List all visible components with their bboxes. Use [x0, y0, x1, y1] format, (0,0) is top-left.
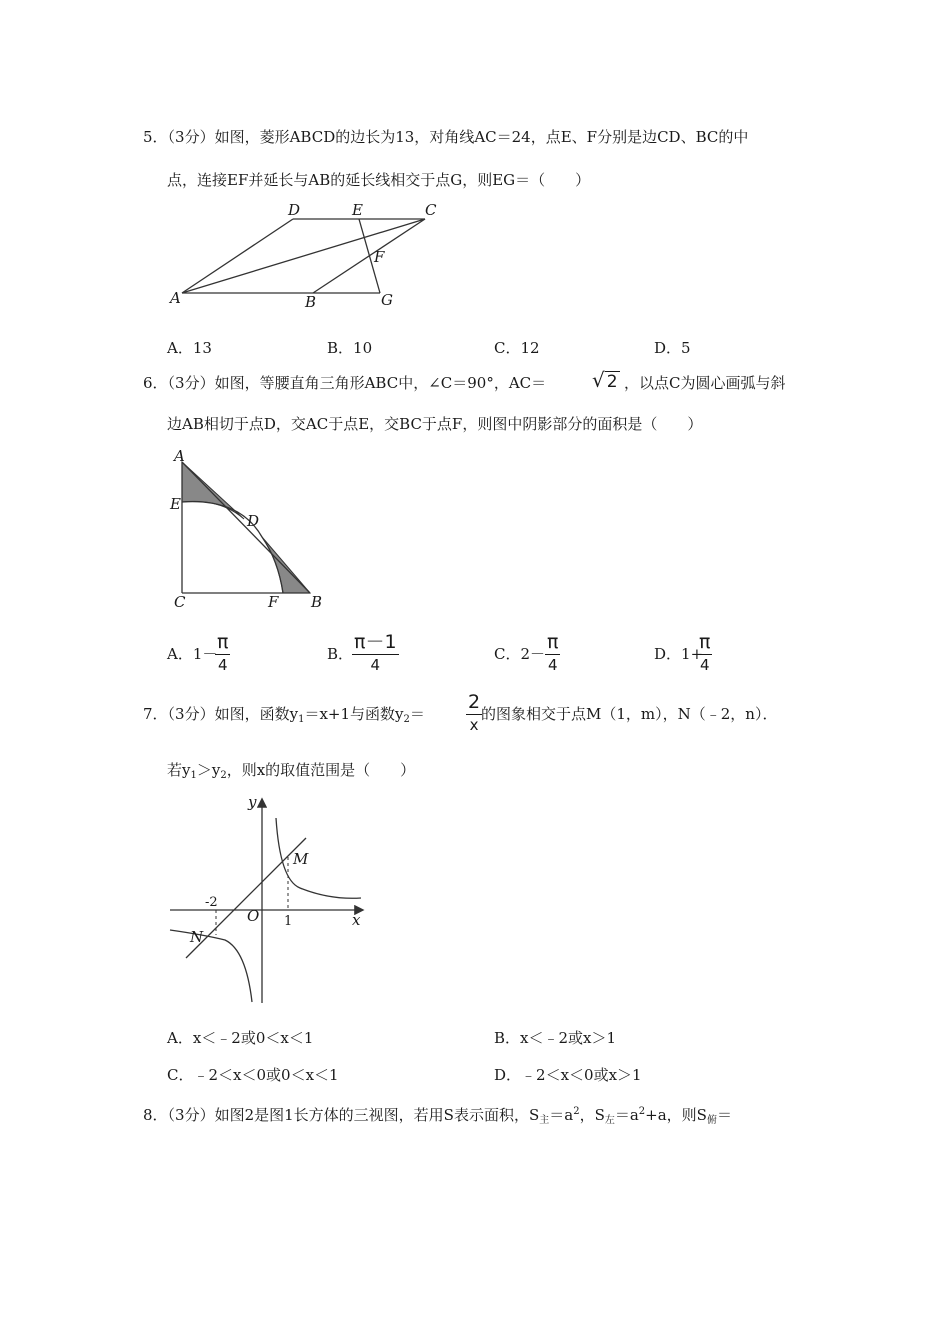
q6-label-b: B	[311, 593, 323, 611]
q7-label-n: N	[190, 928, 204, 946]
q6-option-b-num: π－1	[354, 631, 397, 653]
q5-label-f: F	[374, 248, 385, 266]
q7-axis-label-y: y	[248, 793, 257, 811]
q6-option-a-num: π	[217, 631, 229, 653]
q7-option-d: D．﹣2＜x＜0或x＞1	[494, 1066, 642, 1084]
q6-stem-line2: 边AB相切于点D，交AC于点E，交BC于点F，则图中阴影部分的面积是（ ）	[167, 415, 703, 433]
q6-option-d-den: 4	[699, 656, 710, 674]
q7-frac-den: x	[469, 716, 479, 734]
q6-label-a: A	[174, 447, 185, 465]
q7-option-b: B．x＜﹣2或x＞1	[494, 1029, 617, 1047]
q7-axis-label-x: x	[352, 911, 361, 929]
q6-option-c-prefix: C．2－	[494, 645, 546, 663]
q5-label-b: B	[305, 293, 317, 311]
q5-stem-line2: 点，连接EF并延长与AB的延长线相交于点G，则EG＝（ ）	[167, 171, 591, 189]
q6-option-a-prefix: A．1－	[167, 645, 218, 663]
q7-label-m: M	[293, 850, 309, 868]
q6-label-d: D	[247, 512, 260, 530]
q5-option-d: D．5	[654, 339, 691, 357]
q5-label-g: G	[381, 291, 393, 309]
q6-option-a-den: 4	[217, 656, 228, 674]
q6-stem-line1b: ，以点C为圆心画弧与斜	[624, 374, 786, 392]
q6-option-c-den: 4	[547, 656, 558, 674]
q7-frac-num: 2	[468, 691, 481, 713]
q7-stem-line2: 若$y_1>y_2$，则x的取值范围是（ ）	[167, 761, 416, 781]
q6-label-f: F	[268, 593, 279, 611]
q5-stem-line1: 5．（3分）如图，菱形ABCD的边长为13，对角线AC＝24，点E、F分别是边CD、BC的中	[143, 128, 749, 146]
q6-option-d-num: π	[699, 631, 711, 653]
q6-option-b-den: 4	[370, 656, 381, 674]
q5-option-b: B．10	[327, 339, 373, 357]
q6-option-c-num: π	[547, 631, 559, 653]
q5-label-a: A	[170, 289, 181, 307]
q6-label-e: E	[170, 495, 181, 513]
q5-option-c: C．12	[494, 339, 540, 357]
q6-option-b-prefix: B．	[327, 645, 354, 663]
q7-tick-neg2: -2	[205, 895, 218, 910]
q6-sqrt-radicand: 2	[606, 372, 618, 392]
q7-option-a: A．x＜﹣2或0＜x＜1	[167, 1029, 314, 1047]
q6-label-c: C	[174, 593, 186, 611]
q8-stem: 8．（3分）如图2是图1长方体的三视图，若用S表示面积，$S_主=a^2$，$S_左=a^2+a$，则$S_俯=$	[143, 1106, 732, 1126]
q6-sqrt-sign-icon: √	[592, 368, 605, 392]
q5-label-c: C	[425, 201, 437, 219]
q7-stem-line1-tail: 的图象相交于点M（1，m），N（﹣2，n）．	[481, 705, 778, 723]
q5-option-a: A．13	[167, 339, 212, 357]
q7-label-origin: O	[247, 907, 260, 925]
q6-option-d-prefix: D．1+	[654, 645, 704, 663]
q6-stem-line1a: 6．（3分）如图，等腰直角三角形ABC中，∠C＝90°，AC＝	[143, 374, 547, 392]
q7-stem-line1: 7．（3分）如图，函数$y_1=x+1$与函数$y_2=$	[143, 705, 425, 725]
q5-label-e: E	[352, 201, 363, 219]
q7-tick-1: 1	[284, 914, 293, 929]
q7-option-c: C．﹣2＜x＜0或0＜x＜1	[167, 1066, 339, 1084]
q5-label-d: D	[288, 201, 301, 219]
